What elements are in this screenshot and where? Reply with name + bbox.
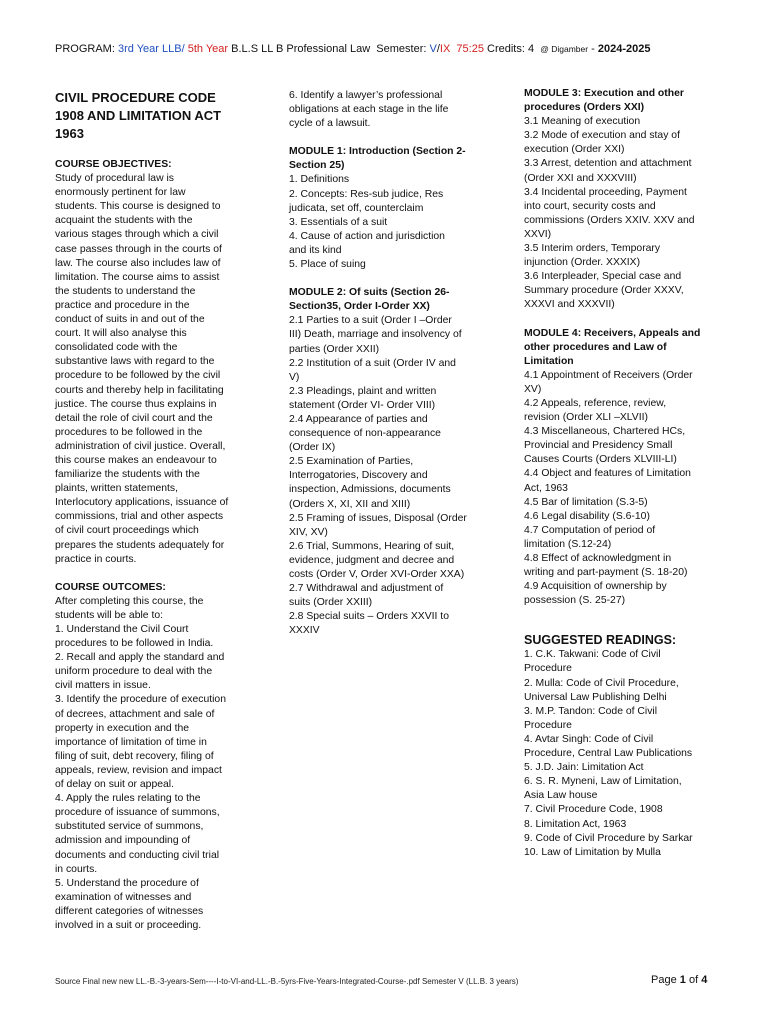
semester-ix: IX <box>439 43 451 55</box>
module2-heading <box>289 286 489 314</box>
objectives-line: acquaint the students with the <box>55 215 193 227</box>
module-item-line: revision (Order XLI –XLVII) <box>524 412 648 424</box>
module1-list <box>289 173 489 272</box>
objectives-line: courts and thereby help in facilitating <box>55 384 224 396</box>
objectives-line: prepares the students adequately for <box>55 539 225 551</box>
outcomes-line: of decrees, attachment and sale of <box>55 708 215 720</box>
module-heading-line: MODULE 3: Execution and other <box>524 88 684 99</box>
objectives-line: limitation. The course aims to assist <box>55 271 220 283</box>
title-line: 1908 AND LIMITATION ACT <box>55 108 222 123</box>
outcomes-line: civil matters in issue. <box>55 680 151 692</box>
module-item-line: 2.1 Parties to a suit (Order I –Order <box>289 315 452 327</box>
module-item-line: 1. Definitions <box>289 174 350 186</box>
page-current: 1 <box>679 974 686 986</box>
objectives-line: substantive laws with regard to the <box>55 356 215 368</box>
reading-item-line: 10. Law of Limitation by Mulla <box>524 846 661 858</box>
column-right <box>524 87 739 860</box>
module-item-line: judicata, set off, counterclaim <box>289 202 424 214</box>
module-item-line: consequence of non-appearance <box>289 428 441 440</box>
module-item-line: 4.7 Computation of period of <box>524 524 656 536</box>
module-item-line: 2.4 Appearance of parties and <box>289 413 428 425</box>
objectives-line: students. This course is designed to <box>55 201 221 213</box>
module-item-line: Causes Courts (Orders XLVIII-LI) <box>524 454 677 466</box>
outcomes-line: property in execution and the <box>55 722 190 734</box>
module-item-line: Summary procedure (Order XXXV, <box>524 285 684 297</box>
module-heading-line: MODULE 2: Of suits (Section 26- <box>289 287 450 299</box>
reading-item-line: 5. J.D. Jain: Limitation Act <box>524 762 644 774</box>
module-item-line: 4.9 Acquisition of ownership by <box>524 581 667 593</box>
title-line: 1963 <box>55 126 84 141</box>
module-item-line: possession (S. 25-27) <box>524 595 626 607</box>
reading-item-line: Procedure, Central Law Publications <box>524 748 693 760</box>
objectives-line: various stages through which a civil <box>55 229 219 241</box>
module-item-line: 2.8 Special suits – Orders XXVII to <box>289 611 449 623</box>
objectives-line: plaints, written statements, <box>55 483 179 495</box>
reading-item-line: Procedure <box>524 663 572 675</box>
outcomes-line: involved in a suit or proceeding. <box>55 919 202 931</box>
module-item-line: Provincial and Presidency Small <box>524 440 673 452</box>
outcomes-line: 5. Understand the procedure of <box>55 877 199 889</box>
module-item-line: costs (Order V, Order XVI-Order XXA) <box>289 569 465 580</box>
module2-list <box>289 314 489 638</box>
outcomes-line: 3. Identify the procedure of execution <box>55 694 226 706</box>
reading-item-line: 2. Mulla: Code of Civil Procedure, <box>524 677 679 689</box>
module4-list <box>524 369 739 609</box>
semester-slash: / <box>436 43 440 55</box>
title-line: CIVIL PROCEDURE CODE <box>55 90 216 105</box>
module-item-line: suits (Order XXIII) <box>289 597 373 609</box>
document-title <box>55 89 255 143</box>
module-item-line: commissions (Orders XXIV. XXV and <box>524 214 695 226</box>
objectives-line: this course makes an endeavour to <box>55 454 217 466</box>
objectives-line: law. The course also includes law of <box>55 257 221 269</box>
outcomes-line: in courts. <box>55 863 98 875</box>
page-word: Page <box>651 974 677 986</box>
objectives-line: practice in courts. <box>55 553 137 565</box>
outcomes-line: examination of witnesses and <box>55 891 192 903</box>
module-heading-line: Section35, Order I-Order XX) <box>289 301 430 313</box>
module-item-line: into court, security costs and <box>524 200 656 212</box>
readings-list <box>524 648 739 859</box>
reading-item-line: 1. C.K. Takwani: Code of Civil <box>524 649 661 661</box>
marks-ratio: 75:25 <box>456 43 484 55</box>
objectives-line: familiarize the students with the <box>55 469 200 481</box>
reading-item-line: Procedure <box>524 719 572 731</box>
module-heading-line: Limitation <box>524 355 574 367</box>
module-item-line: 3.1 Meaning of execution <box>524 116 641 128</box>
outcomes-line: After completing this course, the <box>55 595 204 607</box>
objectives-line: the students to understand the <box>55 285 196 297</box>
objectives-text <box>55 172 255 567</box>
program-degree: B.L.S LL B Professional Law <box>231 43 371 55</box>
module-item-line: 3.6 Interpleader, Special case and <box>524 271 682 283</box>
page-number <box>651 974 707 986</box>
module-item-line: XXXVI and XXXVII) <box>524 299 615 311</box>
outcomes-line: 4. Apply the rules relating to the <box>55 793 201 805</box>
module-item-line: XV) <box>524 383 542 395</box>
module-item-line: V) <box>289 371 300 383</box>
module-item-line: Interrogatories, Discovery and <box>289 470 428 482</box>
reading-item-line: 8. Limitation Act, 1963 <box>524 818 627 830</box>
objectives-line: procedure to be followed by the civil <box>55 370 221 382</box>
module-item-line: 2.5 Examination of Parties, <box>289 456 414 468</box>
module-item-line: 3.5 Interim orders, Temporary <box>524 243 661 255</box>
outcome-6 <box>289 89 489 131</box>
outcomes-line: substituted service of summons, <box>55 821 204 833</box>
module-heading-line: MODULE 4: Receivers, Appeals and <box>524 327 701 339</box>
semester-v: V <box>429 43 437 55</box>
page-of: of <box>688 974 699 986</box>
module-item-line: 3. Essentials of a suit <box>289 216 388 228</box>
reading-item-line: 7. Civil Procedure Code, 1908 <box>524 804 663 816</box>
objectives-line: consolidated code with the <box>55 342 178 354</box>
outcomes-line: different categories of witnesses <box>55 905 204 917</box>
outcomes-heading: COURSE OUTCOMES: <box>55 581 166 593</box>
reading-item-line: Universal Law Publishing Delhi <box>524 691 667 703</box>
author: @ Digamber <box>540 44 589 54</box>
outcomes-line: filing of suit, debt recovery, filing of <box>55 750 214 762</box>
program-year5: 5th Year <box>187 43 229 55</box>
objectives-line: case passes through in the courts of <box>55 243 222 255</box>
reading-item-line: 4. Avtar Singh: Code of Civil <box>524 733 654 745</box>
module-item-line: 4.5 Bar of limitation (S.3-5) <box>524 496 648 508</box>
module-item-line: writing and part-payment (S. 18-20) <box>524 567 688 579</box>
credits: Credits: 4 <box>487 43 535 55</box>
reading-item-line: 6. S. R. Myneni, Law of Limitation, <box>524 776 682 788</box>
module-item-line: 5. Place of suing <box>289 259 366 271</box>
objectives-heading: COURSE OBJECTIVES: <box>55 159 172 170</box>
module-item-line: 4.6 Legal disability (S.6-10) <box>524 510 650 522</box>
outcome-line: 6. Identify a lawyer’s professional <box>289 90 443 101</box>
module-item-line: 2.2 Institution of a suit (Order IV and <box>289 357 456 369</box>
outcomes-line: documents and conducting civil trial <box>55 849 220 861</box>
semester-label: Semester: <box>376 43 427 55</box>
outcomes-line: appeals, review, revision and impact <box>55 764 222 776</box>
module-item-line: XXVI) <box>524 228 552 240</box>
objectives-line: commissions, trial and other aspects <box>55 511 224 523</box>
module3-list <box>524 115 739 312</box>
module-item-line: III) Death, marriage and insolvency of <box>289 329 462 341</box>
module-item-line: 2. Concepts: Res-sub judice, Res <box>289 188 444 200</box>
objectives-line: conduct of suits in and out of the <box>55 314 205 326</box>
objectives-line: administration of civil justice. Overall, <box>55 440 226 452</box>
module-item-line: 3.2 Mode of execution and stay of <box>524 130 680 142</box>
objectives-line: court. It will also analyse this <box>55 328 187 340</box>
objectives-line: justice. The course thus explains in <box>55 398 217 410</box>
objectives-line: Interlocutory applications, issuance of <box>55 497 229 509</box>
module-item-line: Act, 1963 <box>524 482 568 494</box>
page-total: 4 <box>701 974 708 986</box>
module-item-line: 4.2 Appeals, reference, review, <box>524 397 667 409</box>
reading-item-line: Asia Law house <box>524 790 598 802</box>
module4-heading <box>524 327 739 369</box>
module-item-line: 2.7 Withdrawal and adjustment of <box>289 583 444 595</box>
module-item-line: 4.1 Appointment of Receivers (Order <box>524 369 693 381</box>
module3-heading <box>524 87 739 115</box>
module-item-line: statement (Order VI- Order VIII) <box>289 399 436 411</box>
outcomes-line: of delay on suit or appeal. <box>55 779 174 791</box>
outcomes-line: importance of limitation of time in <box>55 736 207 748</box>
module-item-line: 4. Cause of action and jurisdiction <box>289 230 445 242</box>
objectives-line: of civil court proceedings which <box>55 525 199 537</box>
program-label: PROGRAM: <box>55 43 115 55</box>
module-item-line: 3.4 Incidental proceeding, Payment <box>524 186 687 198</box>
outcomes-line: 2. Recall and apply the standard and <box>55 652 225 664</box>
module-item-line: (Order XXI and XXXVIII) <box>524 172 637 184</box>
page-header <box>55 43 745 55</box>
outcomes-line: admission and impounding of <box>55 835 191 847</box>
outcomes-line: procedure of issuance of summons, <box>55 807 220 819</box>
program-year3: 3rd Year LLB/ <box>117 43 185 55</box>
module-item-line: 2.5 Framing of issues, Disposal (Order <box>289 512 467 524</box>
module-item-line: 2.6 Trial, Summons, Hearing of suit, <box>289 540 455 552</box>
objectives-line: enormously pertinent for law <box>55 187 186 199</box>
outcomes-line: uniform procedure to deal with the <box>55 666 213 678</box>
header-dash: - <box>591 43 595 55</box>
module-heading-line: procedures (Orders XXI) <box>524 102 645 114</box>
module-item-line: (Order IX) <box>289 442 336 454</box>
objectives-line: detail the role of civil court and the <box>55 412 213 424</box>
module-heading-line: other procedures and Law of <box>524 341 667 353</box>
module-item-line: 4.8 Effect of acknowledgment in <box>524 553 672 564</box>
module-item-line: execution (Order XXI) <box>524 144 625 156</box>
outcome-line: cycle of a lawsuit. <box>289 118 371 130</box>
module-item-line: limitation (S.12-24) <box>524 538 612 550</box>
column-left <box>55 89 255 933</box>
module-item-line: 4.3 Miscellaneous, Chartered HCs, <box>524 426 686 438</box>
module-item-line: and its kind <box>289 244 342 256</box>
readings-heading: SUGGESTED READINGS: <box>524 633 677 648</box>
outcomes-line: procedures to be followed in India. <box>55 638 214 650</box>
module-item-line: XIV, XV) <box>289 526 328 538</box>
module-item-line: 2.3 Pleadings, plaint and written <box>289 385 437 397</box>
module-item-line: XXXIV <box>289 625 320 637</box>
module-heading-line: Section 25) <box>289 160 345 172</box>
column-middle <box>289 89 489 638</box>
reading-item-line: 3. M.P. Tandon: Code of Civil <box>524 705 658 717</box>
footer-source: Source Final new new LL.-B.-3-years-Sem----I-to-VI-and-LL.-B.-5yrs-Five-Years-Integrated-Course-.pdf Semester V (LL.B. 3 years) <box>55 977 519 986</box>
module-item-line: parties (Order XXII) <box>289 343 380 355</box>
outcome-line: obligations at each stage in the life <box>289 104 449 116</box>
module1-heading <box>289 145 489 173</box>
objectives-line: practice and procedure in the <box>55 299 190 311</box>
reading-item-line: 9. Code of Civil Procedure by Sarkar <box>524 832 693 844</box>
outcomes-line: students will be able to: <box>55 609 164 621</box>
module-item-line: (Orders X, XI, XII and XIII) <box>289 498 411 510</box>
outcomes-line: 1. Understand the Civil Court <box>55 624 189 635</box>
module-item-line: 3.3 Arrest, detention and attachment <box>524 158 692 170</box>
objectives-line: procedures to be followed in the <box>55 426 203 438</box>
module-item-line: 4.4 Object and features of Limitation <box>524 468 691 480</box>
module-item-line: injunction (Order. XXXIX) <box>524 257 641 269</box>
module-item-line: evidence, judgment and decree and <box>289 554 455 566</box>
module-item-line: inspection, Admissions, documents <box>289 484 451 496</box>
outcomes-text <box>55 595 255 933</box>
objectives-line: Study of procedural law is <box>55 173 174 185</box>
academic-year: 2024-2025 <box>597 43 651 55</box>
module-heading-line: MODULE 1: Introduction (Section 2- <box>289 146 466 158</box>
